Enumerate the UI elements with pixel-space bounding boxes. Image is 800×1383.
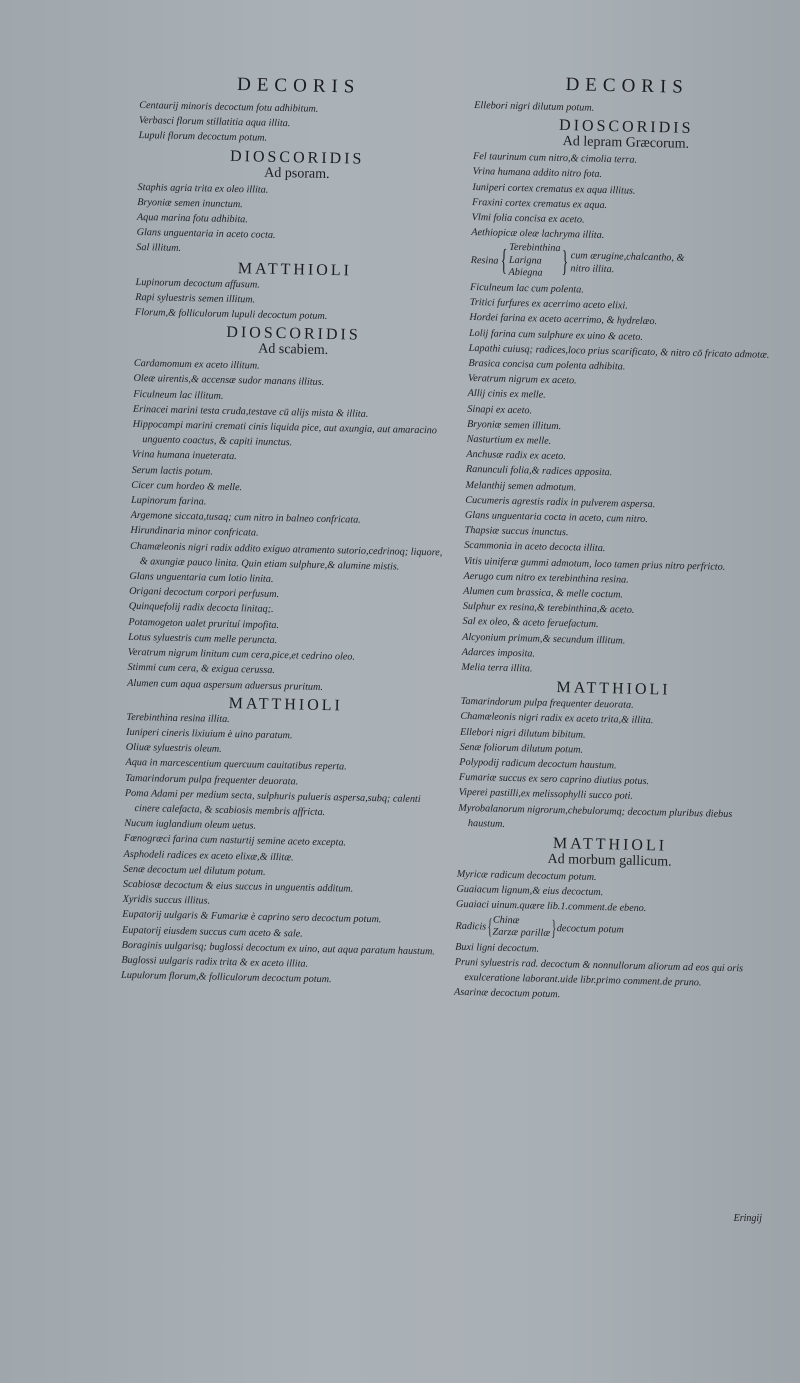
section-heading: MATTHIOLI [228, 694, 344, 715]
entry-line: Senæ decoctum uel dilutum potum. [123, 863, 266, 878]
section-heading: DIOSCORIDIS [229, 147, 365, 168]
entry-line: Lapathi cuiusq; radices,loco prius scarificato, & nitro cō fricato admotæ. [468, 342, 770, 361]
entry-line: Glans unguentaria cum lotio linita. [129, 570, 274, 585]
section-heading: MATTHIOLI [556, 679, 671, 699]
resina-tail: cum ærugine,chalcantho, & nitro illita. [570, 250, 685, 276]
running-head-right: DECORIS [565, 74, 690, 98]
entry-line: Veratrum nigrum linitum cum cera,pice,et cedrino oleo. [127, 646, 356, 663]
entry-line: Origani decoctum corpori perfusum. [128, 586, 280, 601]
entry-line: Vitis uiniferæ gummi admotum, loco tamen prius nitro perfricto. [463, 555, 726, 573]
entry-line: Tamarindorum pulpa frequenter deuorata. [125, 772, 299, 787]
entry-line: Florum,& folliculorum lupuli decoctum potum. [134, 306, 328, 323]
entry-line: Adarces imposita. [461, 646, 536, 660]
resina-label: Resina [470, 254, 499, 267]
right-block-6 [454, 939, 760, 1007]
entry-line: Cicer cum hordeo & melle. [131, 479, 243, 494]
radicis-items [492, 914, 550, 940]
subheading-gallicum: Ad morbum gallicum. [547, 851, 672, 870]
entry-line: Alcyonium primum,& secundum illitum. [462, 631, 626, 647]
entry-line: Hippocampi marini cremati cinis liquida pice, aut axungia, aut amaracino unguento coactus, & capiti inunctus. [132, 418, 438, 449]
left-block-2 [136, 180, 456, 263]
entry-line: Glans unguentaria cocta in aceto, cum nitro. [464, 509, 649, 526]
entry-line: Alumen cum brassica, & melle coctum. [463, 585, 624, 601]
entry-line: Potamogeton ualet prurituí impofita. [128, 616, 280, 631]
section-heading: DIOSCORIDIS [226, 324, 361, 344]
entry-line: Lupinorum farina. [130, 494, 207, 508]
entry-line: Boraginis uulgarisq; buglossi decoctum ex uino, aut aqua paratum haustum. [121, 939, 436, 958]
entry-line: Aqua in marcescentium quercuum cauitatibus reperta. [125, 757, 347, 773]
right-brace-icon: } [550, 915, 557, 941]
entry-line: Oliuæ syluestris oleum. [125, 741, 222, 755]
entry-line: Fraxini cortex crematus ex aqua. [471, 196, 608, 211]
left-block-4 [127, 356, 452, 697]
resina-item: Larigna [508, 254, 542, 267]
radicis-tail: decoctum potum [556, 922, 624, 936]
entry-line: Scabiosæ decoctum & eius succus in unguentis additum. [122, 878, 354, 895]
entry-line: Oleæ uirentis,& accensæ sudor manans illitus. [133, 373, 325, 389]
entry-line: Asphodeli radices ex aceto elixæ,& illitæ. [123, 848, 294, 863]
entry-line: Viperei pastilli,ex melissophylli succo poti. [458, 787, 634, 803]
entry-line: Stimmi cum cera, & exigua cerussa. [127, 662, 276, 677]
entry-line: Senæ foliorum dilutum potum. [459, 741, 584, 756]
catchword: Eringij [733, 1213, 762, 1224]
entry-line: Tamarindorum pulpa frequenter deuorata. [460, 696, 634, 711]
entry-line: Glans unguentaria in aceto cocta. [136, 227, 276, 242]
entry-line: Buglossi uulgaris radix trita & ex aceto illita. [121, 954, 309, 970]
entry-line: Vlmi folia concisa ex aceto. [471, 211, 585, 226]
entry-line: Eupatorij uulgaris & Fumariæ è caprino sero decoctum potum. [122, 909, 382, 926]
entry-line: Melia terra illita. [461, 661, 533, 675]
entry-line: Fel taurinum cum nitro,& cimolia terra. [472, 151, 638, 166]
left-column [121, 72, 458, 990]
entry-line: Guaiacum lignum,& eius decoctum. [456, 884, 604, 899]
entry-line: Asarinæ decoctum potum. [453, 987, 561, 1001]
left-brace-icon: { [500, 243, 508, 277]
resina-items [508, 242, 560, 281]
entry-line: Anchusæ radix ex aceto. [466, 449, 567, 463]
entry-line: Aethiopicæ oleæ lachryma illita. [471, 227, 605, 242]
right-block-2 [471, 149, 778, 247]
entry-line: Sinapi ex aceto. [467, 403, 533, 416]
entry-line: Fœnogræci farina cum nasturtij semine aceto excepta. [123, 833, 347, 849]
resina-brace-group [470, 241, 776, 285]
left-block-3 [135, 275, 454, 327]
entry-line: Alumen cum aqua aspersum aduersus pruritum. [127, 677, 324, 693]
right-column [454, 72, 780, 1007]
entry-line: Pruni syluestris rad. decoctum & nonnullorum aliorum ad eos qui oris exulceratione laborant.uide libr.primo comment.de pruno. [454, 956, 744, 989]
entry-line: Buxi ligni decoctum. [455, 941, 540, 955]
entry-line: Myrobalanorum nigrorum,chebulorumq; decoctum pluribus diebus haustum. [458, 802, 733, 830]
left-brace-icon: { [486, 913, 493, 939]
entry-line: Veratrum nigrum ex aceto. [467, 373, 577, 387]
entry-line: Ficulneum lac cum polenta. [469, 281, 584, 296]
entry-line: Ellebori nigri dilutum potum. [474, 99, 595, 114]
entry-line: Terebinthina resina illita. [126, 711, 230, 725]
right-block-5 [456, 867, 762, 920]
entry-line: Guaiaci uinum.quære lib.1.comment.de ebeno. [455, 899, 647, 915]
entry-line: Quinquefolij radix decocta linitaq;. [128, 601, 274, 616]
resina-item: Abiegna [508, 267, 543, 280]
entry-line: Bryoniæ semen inunctum. [137, 196, 243, 210]
entry-line: Ranunculi folia,& radices apposita. [465, 464, 613, 479]
entry-line: Poma Adami per medium secta, sulphuris pulueris aspersa,subq; calenti cinere calefacta, & scabiosis membris affricta. [124, 787, 421, 818]
entry-line: Iuniperi cineris lixiuium è uino paratum. [126, 726, 293, 742]
entry-line: Scammonia in aceto decocta illita. [464, 540, 606, 555]
entry-line: Argemone siccata,tusaq; cum nitro in balneo confricata. [130, 510, 361, 526]
entry-line: Lotus syluestris cum melle perunctа. [128, 631, 278, 646]
entry-line: Lolij farina cum sulphure ex uino & aceto. [468, 327, 644, 343]
entry-line: Brasica concisa cum polenta adhibita. [468, 357, 626, 373]
entry-line: Bryoniæ semen illitum. [466, 418, 562, 432]
entry-line: Sal illitum. [136, 242, 182, 255]
entry-line: Hirundinaria minor confricata. [130, 525, 259, 540]
entry-line: Centaurij minoris decoctum fotu adhibitum. [139, 99, 319, 115]
entry-line: Chamæleonis nigri radix addito exiguo atramento sutorio,cedrinoq; liquore, & axungiæ pauco linita. Quin etiam sulphure,& alumine mistis. [129, 540, 443, 573]
entry-line: Thapsiæ succus inunctus. [464, 525, 569, 539]
entry-line: Ellebori nigri dilutum bibitum. [459, 726, 586, 741]
entry-line: Cucumeris agrestis radix in pulverem aspersa. [465, 494, 656, 510]
entry-line: Allij cinis ex melle. [467, 388, 546, 402]
right-brace-icon: } [561, 245, 570, 279]
entry-line: Erinacei marini testa cruda,testave cū alijs mista & illita. [132, 403, 369, 420]
radicis-label: Radicis [455, 920, 487, 933]
resina-item: Terebinthina [509, 242, 561, 255]
left-block-5 [121, 710, 445, 990]
right-block-4 [458, 694, 766, 838]
entry-line: Hordei farina ex aceto acerrimo, & hydrelæo. [469, 312, 658, 328]
entry-line: Xyridis succus illitus. [122, 893, 211, 907]
entry-line: Aqua marina fotu adhibita. [136, 211, 248, 226]
entry-line: Chamæleonis nigri radix ex aceto trita,& illita. [460, 711, 654, 727]
subheading-psoram: Ad psoram. [264, 165, 330, 182]
entry-line: Cardamomum ex aceto illitum. [133, 358, 260, 372]
entry-line: Sal ex oleo, & aceto feruefactum. [462, 616, 599, 631]
entry-line: Aerugo cum nitro ex terebinthina resina. [463, 570, 629, 586]
entry-line: Eupatorij eiusdem succus cum aceto & sale. [121, 924, 303, 940]
entry-line: Lupulorum florum,& folliculorum decoctum potum. [120, 969, 332, 986]
entry-line: Fumariæ succus ex sero caprino diutius potus. [458, 772, 650, 788]
running-head-left: DECORIS [236, 74, 361, 98]
entry-line: Lupinorum decoctum affusum. [135, 276, 260, 291]
entry-line: Nucum iuglandium oleum uetus. [124, 817, 257, 832]
radicis-item: Zarzæ parillæ [492, 926, 551, 940]
section-heading: MATTHIOLI [237, 259, 353, 280]
entry-line: Rapi syluestris semen illitum. [135, 291, 256, 306]
entry-line: Tritici furfures ex acerrimo aceto elixi. [469, 297, 628, 312]
section-heading: MATTHIOLI [552, 835, 668, 855]
entry-line: Iuniperi cortex crematus ex aqua illitus. [472, 181, 636, 197]
entry-line: Nasturtium ex melle. [466, 433, 552, 447]
entry-line: Polypodij radicum decoctum haustum. [459, 756, 617, 772]
right-block-3 [461, 280, 775, 682]
entry-line: Serum lactis potum. [131, 464, 213, 478]
subheading-scabiem: Ad scabiem. [258, 341, 329, 359]
entry-line: Verbasci florum stillatitia aqua illita. [138, 115, 291, 130]
section-heading: DIOSCORIDIS [558, 117, 694, 138]
subheading-lepram: Ad lepram Græcorum. [562, 134, 690, 153]
entry-line: Staphis agria trita ex oleo illita. [137, 181, 269, 196]
left-block-1 [139, 98, 458, 150]
entry-line: Vrina humana addito nitro fota. [472, 166, 603, 181]
radicis-item: Chinæ [492, 914, 520, 926]
entry-line: Vrina humana inueterata. [131, 449, 237, 463]
entry-line: Ficulneum lac illitum. [133, 388, 224, 402]
entry-line: Lupuli florum decoctum potum. [138, 130, 268, 145]
entry-line: Sulphur ex resina,& terebinthina,& aceto. [462, 601, 635, 616]
entry-line: Myricæ radicum decoctum potum. [456, 868, 597, 883]
entry-line: Melanthij semen admotum. [465, 479, 577, 493]
